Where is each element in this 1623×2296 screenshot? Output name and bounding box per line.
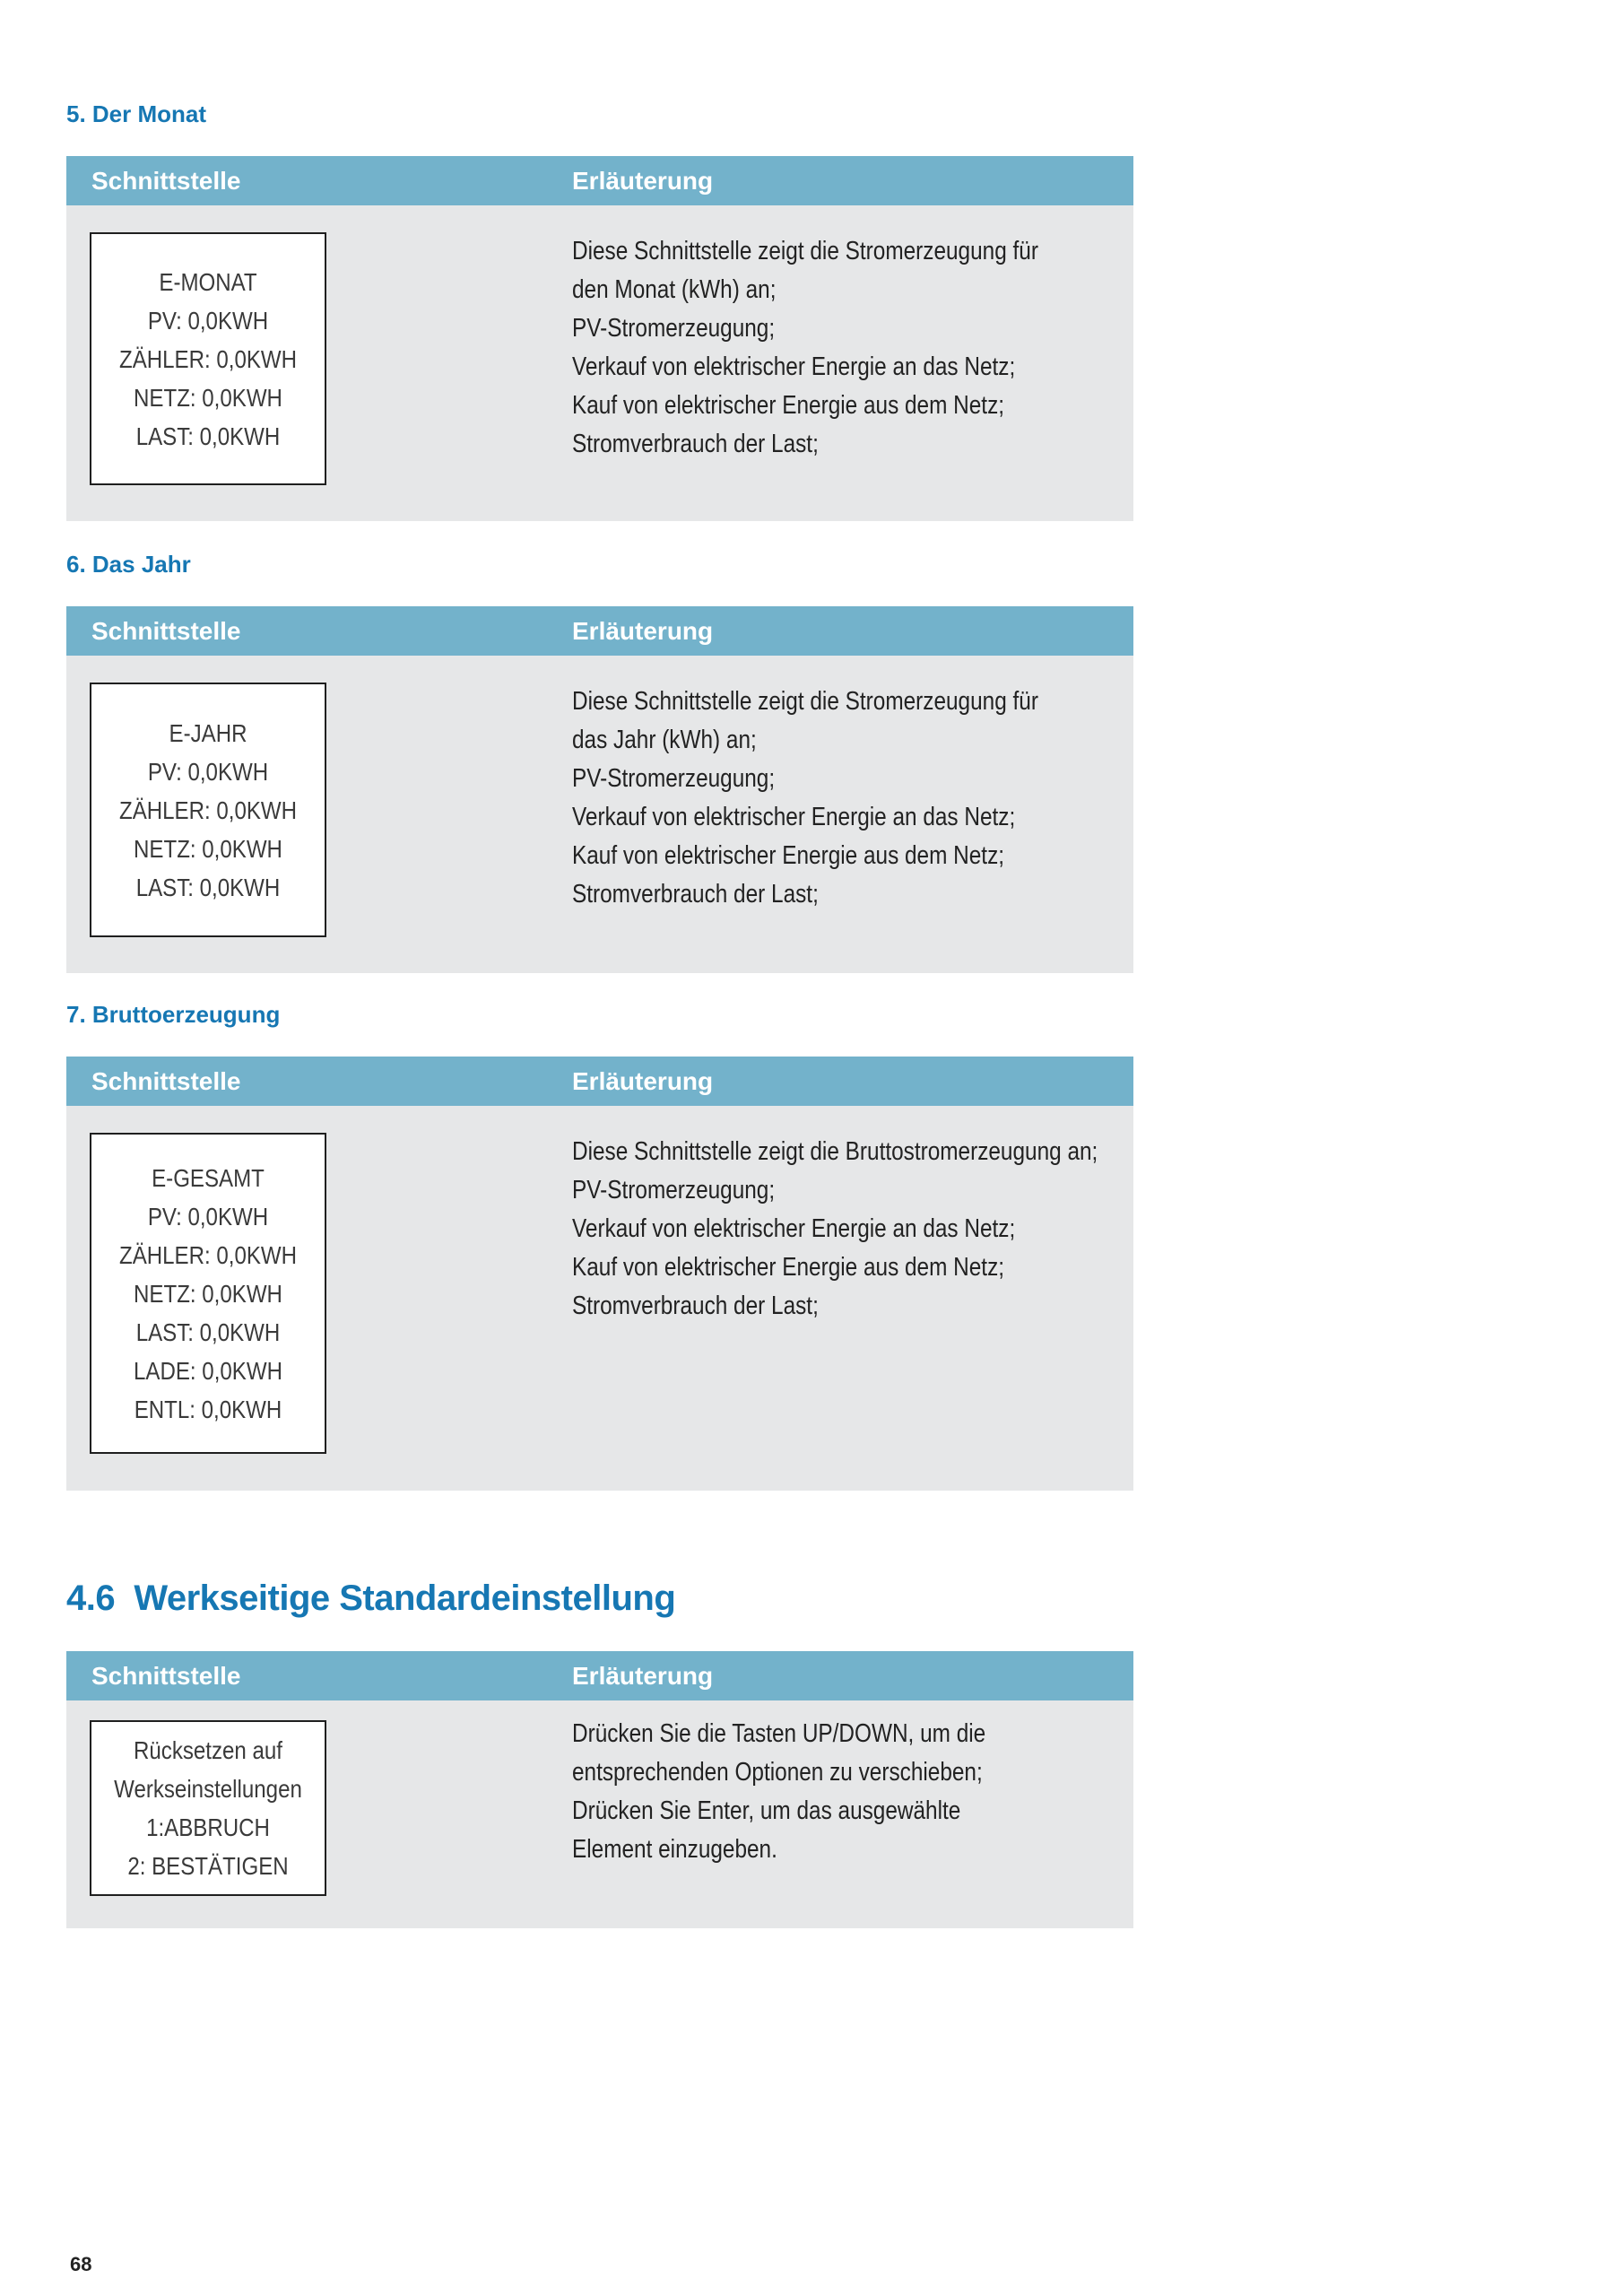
screen-line: ZÄHLER: 0,0KWH xyxy=(118,1240,298,1269)
desc-line: Stromverbrauch der Last; xyxy=(572,1292,819,1320)
desc-line: Diese Schnittstelle zeigt die Stromerzeugung für xyxy=(572,687,1038,716)
desc-line: PV-Stromerzeugung; xyxy=(572,1176,776,1205)
table-body xyxy=(66,656,1133,973)
explanation-text xyxy=(572,1715,1064,1869)
screen-line: Rücksetzen auf xyxy=(134,1736,282,1764)
screen-line: NETZ: 0,0KWH xyxy=(134,383,282,412)
explanation-text xyxy=(572,683,1127,914)
screen-line: E-JAHR xyxy=(169,718,247,747)
desc-line: Kauf von elektrischer Energie aus dem Netz; xyxy=(572,1253,1005,1282)
screen-line: 1:ABBRUCH xyxy=(146,1813,270,1841)
column-header-explanation: Erläuterung xyxy=(572,1067,714,1095)
screen-line: LAST: 0,0KWH xyxy=(135,873,281,901)
desc-line: Diese Schnittstelle zeigt die Stromerzeugung für xyxy=(572,237,1038,265)
display-screen xyxy=(90,1720,326,1896)
desc-line: Kauf von elektrischer Energie aus dem Netz; xyxy=(572,391,1005,420)
desc-line: Verkauf von elektrischer Energie an das Netz; xyxy=(572,803,1016,831)
screen-line: PV: 0,0KWH xyxy=(147,1202,269,1231)
table-body xyxy=(66,1700,1133,1928)
table-month xyxy=(66,156,1133,521)
table-body xyxy=(66,205,1133,521)
section-heading-year: 6. Das Jahr xyxy=(66,551,191,578)
explanation-text xyxy=(572,232,1127,464)
screen-line: Werkseinstellungen xyxy=(114,1775,302,1803)
explanation-text xyxy=(572,1133,1198,1326)
column-header-explanation: Erläuterung xyxy=(572,617,714,645)
column-header-interface: Schnittstelle xyxy=(91,1067,241,1095)
desc-line: PV-Stromerzeugung; xyxy=(572,314,776,343)
desc-line: Stromverbrauch der Last; xyxy=(572,880,819,909)
table-body xyxy=(66,1106,1133,1491)
desc-line: Kauf von elektrischer Energie aus dem Netz; xyxy=(572,841,1005,870)
display-screen xyxy=(90,232,326,485)
table-factory-reset xyxy=(66,1651,1133,1928)
desc-line: Diese Schnittstelle zeigt die Bruttostromerzeugung an; xyxy=(572,1137,1098,1166)
screen-line: PV: 0,0KWH xyxy=(147,757,269,786)
screen-line: ZÄHLER: 0,0KWH xyxy=(118,796,298,824)
section-heading-month: 5. Der Monat xyxy=(66,100,207,127)
table-header xyxy=(66,156,1133,205)
table-header xyxy=(66,1651,1133,1700)
screen-line: PV: 0,0KWH xyxy=(147,306,269,335)
screen-line: NETZ: 0,0KWH xyxy=(134,834,282,863)
section-heading-gross: 7. Bruttoerzeugung xyxy=(66,1001,281,1028)
desc-line: entsprechenden Optionen zu verschieben; xyxy=(572,1758,983,1787)
screen-line: ZÄHLER: 0,0KWH xyxy=(118,344,298,373)
column-header-interface: Schnittstelle xyxy=(91,617,241,645)
screen-line: NETZ: 0,0KWH xyxy=(134,1279,282,1308)
desc-line: den Monat (kWh) an; xyxy=(572,275,777,304)
desc-line: das Jahr (kWh) an; xyxy=(572,726,757,754)
column-header-interface: Schnittstelle xyxy=(91,1662,241,1690)
screen-line: LAST: 0,0KWH xyxy=(135,422,281,450)
screen-line: 2: BESTÄTIGEN xyxy=(127,1852,289,1880)
desc-line: PV-Stromerzeugung; xyxy=(572,764,776,793)
display-screen xyxy=(90,1133,326,1454)
screen-line: LADE: 0,0KWH xyxy=(134,1356,282,1385)
table-gross xyxy=(66,1057,1133,1491)
screen-line: ENTL: 0,0KWH xyxy=(134,1395,282,1423)
table-header xyxy=(66,606,1133,656)
table-header xyxy=(66,1057,1133,1106)
screen-line: LAST: 0,0KWH xyxy=(135,1318,281,1346)
screen-line: E-GESAMT xyxy=(152,1163,265,1192)
desc-line: Drücken Sie die Tasten UP/DOWN, um die xyxy=(572,1719,986,1748)
chapter-heading-factory-reset: 4.6 Werkseitige Standardeinstellung xyxy=(66,1578,676,1618)
desc-line: Verkauf von elektrischer Energie an das Netz; xyxy=(572,1214,1016,1243)
page-number: 68 xyxy=(70,2253,92,2275)
desc-line: Element einzugeben. xyxy=(572,1835,777,1864)
column-header-explanation: Erläuterung xyxy=(572,1662,714,1690)
desc-line: Stromverbrauch der Last; xyxy=(572,430,819,458)
screen-line: E-MONAT xyxy=(159,267,257,296)
display-screen xyxy=(90,683,326,937)
table-year xyxy=(66,606,1133,973)
column-header-interface: Schnittstelle xyxy=(91,167,241,195)
desc-line: Drücken Sie Enter, um das ausgewählte xyxy=(572,1796,961,1825)
desc-line: Verkauf von elektrischer Energie an das Netz; xyxy=(572,352,1016,381)
column-header-explanation: Erläuterung xyxy=(572,167,714,195)
